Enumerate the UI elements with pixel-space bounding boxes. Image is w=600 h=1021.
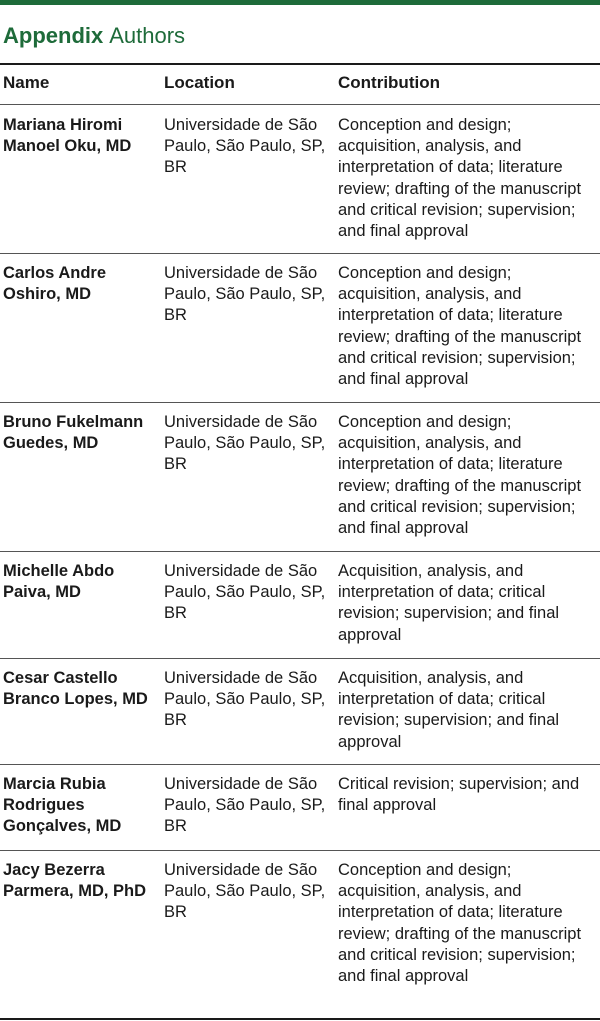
top-accent-bar bbox=[0, 0, 600, 5]
row-divider bbox=[0, 253, 600, 254]
table-title bbox=[3, 22, 185, 50]
author-name: Bruno Fukelmann Guedes, MD bbox=[3, 413, 144, 453]
header-name: Name bbox=[3, 73, 50, 92]
author-location: Universidade de São Paulo, São Paulo, SP, BR bbox=[164, 775, 326, 836]
row-divider bbox=[0, 551, 600, 552]
author-contribution: Conception and design; acquisition, analysis, and interpretation of data; literature review; drafting of the manuscript and critical revision; supervision; and final approval bbox=[338, 413, 582, 538]
author-contribution: Critical revision; supervision; and final approval bbox=[338, 775, 580, 815]
author-contribution: Acquisition, analysis, and interpretation of data; critical revision; supervision; and final approval bbox=[338, 562, 560, 644]
table-top-rule bbox=[0, 63, 600, 65]
author-location: Universidade de São Paulo, São Paulo, SP, BR bbox=[164, 861, 326, 922]
header-location: Location bbox=[164, 73, 235, 92]
row-divider bbox=[0, 850, 600, 851]
header-contribution: Contribution bbox=[338, 73, 440, 92]
title-rest: Authors bbox=[109, 23, 186, 48]
author-name: Carlos Andre Oshiro, MD bbox=[3, 264, 106, 304]
row-divider bbox=[0, 658, 600, 659]
author-location: Universidade de São Paulo, São Paulo, SP, BR bbox=[164, 562, 326, 623]
author-name: Mariana Hiromi Manoel Oku, MD bbox=[3, 116, 132, 156]
author-contribution: Acquisition, analysis, and interpretation of data; critical revision; supervision; and final approval bbox=[338, 669, 560, 751]
author-contribution: Conception and design; acquisition, analysis, and interpretation of data; literature review; drafting of the manuscript and critical revision; supervision; and final approval bbox=[338, 116, 582, 241]
row-divider bbox=[0, 764, 600, 765]
row-divider bbox=[0, 402, 600, 403]
author-name: Cesar Castello Branco Lopes, MD bbox=[3, 669, 148, 709]
author-name: Jacy Bezerra Parmera, MD, PhD bbox=[3, 861, 147, 901]
title-strong: Appendix bbox=[3, 23, 104, 48]
table-bottom-rule bbox=[0, 1018, 600, 1020]
author-contribution: Conception and design; acquisition, analysis, and interpretation of data; literature review; drafting of the manuscript and critical revision; supervision; and final approval bbox=[338, 264, 582, 389]
author-name: Marcia Rubia Rodrigues Gonçalves, MD bbox=[3, 775, 122, 836]
author-name: Michelle Abdo Paiva, MD bbox=[3, 562, 115, 602]
table-header-row bbox=[0, 70, 600, 96]
author-location: Universidade de São Paulo, São Paulo, SP, BR bbox=[164, 264, 326, 325]
author-location: Universidade de São Paulo, São Paulo, SP, BR bbox=[164, 413, 326, 474]
author-location: Universidade de São Paulo, São Paulo, SP, BR bbox=[164, 116, 326, 177]
author-contribution: Conception and design; acquisition, analysis, and interpretation of data; literature review; drafting of the manuscript and critical revision; supervision; and final approval bbox=[338, 861, 582, 986]
header-rule bbox=[0, 104, 600, 105]
author-location: Universidade de São Paulo, São Paulo, SP, BR bbox=[164, 669, 326, 730]
